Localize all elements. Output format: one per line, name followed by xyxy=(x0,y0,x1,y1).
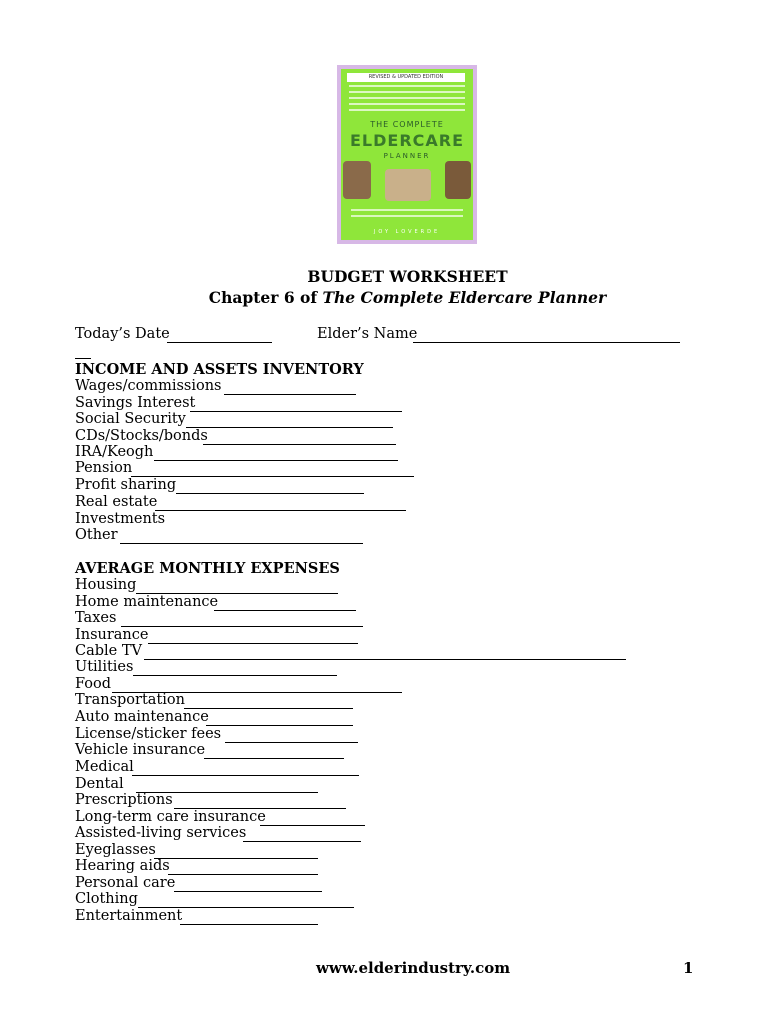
expenses-heading: AVERAGE MONTHLY EXPENSES xyxy=(75,560,340,577)
expense-item-blank[interactable] xyxy=(225,742,358,743)
expense-item-label: Prescriptions xyxy=(75,792,173,808)
expense-item-label: Medical xyxy=(75,759,134,775)
income-item-blank[interactable] xyxy=(176,493,364,494)
cover-title-line2: ELDERCARE xyxy=(349,131,465,150)
cover-author: JOY LOVERDE xyxy=(373,229,441,235)
expense-item-label: Housing xyxy=(75,577,137,593)
cover-blurb-line xyxy=(349,91,465,93)
income-item-label: Wages/commissions xyxy=(75,378,222,394)
expense-item-blank[interactable] xyxy=(243,841,361,842)
expense-item-blank[interactable] xyxy=(184,708,353,709)
expense-item-label: Eyeglasses xyxy=(75,842,156,858)
expense-item-blank[interactable] xyxy=(168,874,318,875)
expense-item-blank[interactable] xyxy=(214,610,356,611)
expense-item-label: Auto maintenance xyxy=(75,709,209,725)
expense-item-blank[interactable] xyxy=(174,891,322,892)
cover-photos xyxy=(341,161,473,201)
todays-date-field[interactable] xyxy=(167,342,272,343)
expense-item-label: License/sticker fees xyxy=(75,726,222,742)
cover-photo xyxy=(385,169,431,201)
income-item-blank[interactable] xyxy=(224,394,356,395)
elders-name-label: Elder’s Name xyxy=(317,326,418,342)
expense-item-label: Hearing aids xyxy=(75,858,170,874)
income-item-blank[interactable] xyxy=(203,444,396,445)
page-subtitle xyxy=(0,288,770,307)
expense-item-blank[interactable] xyxy=(206,725,353,726)
cover-tagline-line xyxy=(351,209,463,211)
expense-item-blank[interactable] xyxy=(180,924,318,925)
cover-title-line1: THE COMPLETE xyxy=(370,120,444,129)
expense-item-label: Clothing xyxy=(75,891,138,907)
cover-blurb-line xyxy=(349,97,465,99)
expense-item-blank[interactable] xyxy=(148,643,358,644)
elders-name-field[interactable] xyxy=(413,342,680,343)
expense-item-label: Food xyxy=(75,676,112,692)
expense-item-blank[interactable] xyxy=(260,825,365,826)
cover-title-line3: PLANNER xyxy=(383,152,431,160)
cover-photo xyxy=(343,161,371,199)
income-item-label: Savings Interest xyxy=(75,395,196,411)
cover-badge: REVISED & UPDATED EDITION xyxy=(347,73,465,82)
expense-item-label: Long-term care insurance xyxy=(75,809,266,825)
cover-blurb-line xyxy=(349,85,465,87)
income-item-label: Real estate xyxy=(75,494,158,510)
expense-item-label: Vehicle insurance xyxy=(75,742,206,758)
income-item-label: Investments xyxy=(75,511,166,527)
income-item-blank[interactable] xyxy=(120,543,363,544)
income-heading: INCOME AND ASSETS INVENTORY xyxy=(75,361,364,378)
expense-item-blank[interactable] xyxy=(144,659,626,660)
income-item-label: Social Security xyxy=(75,411,186,427)
book-cover-image xyxy=(337,65,477,244)
expense-item-label: Insurance xyxy=(75,627,149,643)
expense-item-label: Cable TV xyxy=(75,643,142,659)
book-cover-panel xyxy=(341,69,473,240)
cover-photo xyxy=(445,161,471,199)
expense-item-blank[interactable] xyxy=(204,758,344,759)
expense-item-blank[interactable] xyxy=(133,675,337,676)
expense-item-blank[interactable] xyxy=(132,775,359,776)
income-item-label: CDs/Stocks/bonds xyxy=(75,428,208,444)
page-number: 1 xyxy=(683,959,694,977)
income-item-blank[interactable] xyxy=(190,411,402,412)
expense-item-label: Assisted-living services xyxy=(75,825,247,841)
subtitle-book-title: The Complete Eldercare Planner xyxy=(322,288,607,307)
income-item-label: Profit sharing xyxy=(75,477,177,493)
income-item-blank[interactable] xyxy=(186,427,393,428)
elders-name-field-continued[interactable] xyxy=(75,358,91,359)
footer-website: www.elderindustry.com xyxy=(316,959,511,977)
expense-item-label: Entertainment xyxy=(75,908,183,924)
page-title: BUDGET WORKSHEET xyxy=(307,267,508,286)
subtitle-prefix: Chapter 6 of xyxy=(208,288,323,307)
expense-item-label: Dental xyxy=(75,776,124,792)
expense-item-label: Utilities xyxy=(75,659,134,675)
todays-date-label: Today’s Date xyxy=(75,326,170,342)
income-item-blank[interactable] xyxy=(155,510,406,511)
expense-item-blank[interactable] xyxy=(154,858,318,859)
expense-item-label: Personal care xyxy=(75,875,176,891)
expense-item-label: Transportation xyxy=(75,692,185,708)
expense-item-label: Taxes xyxy=(75,610,117,626)
expense-item-blank[interactable] xyxy=(121,626,363,627)
income-item-label: IRA/Keogh xyxy=(75,444,154,460)
cover-blurb-line xyxy=(349,109,465,111)
expense-item-label: Home maintenance xyxy=(75,594,219,610)
cover-tagline-line xyxy=(351,215,463,217)
income-item-label: Pension xyxy=(75,460,133,476)
cover-blurb-line xyxy=(349,103,465,105)
income-item-label: Other xyxy=(75,527,118,543)
income-item-blank[interactable] xyxy=(154,460,398,461)
